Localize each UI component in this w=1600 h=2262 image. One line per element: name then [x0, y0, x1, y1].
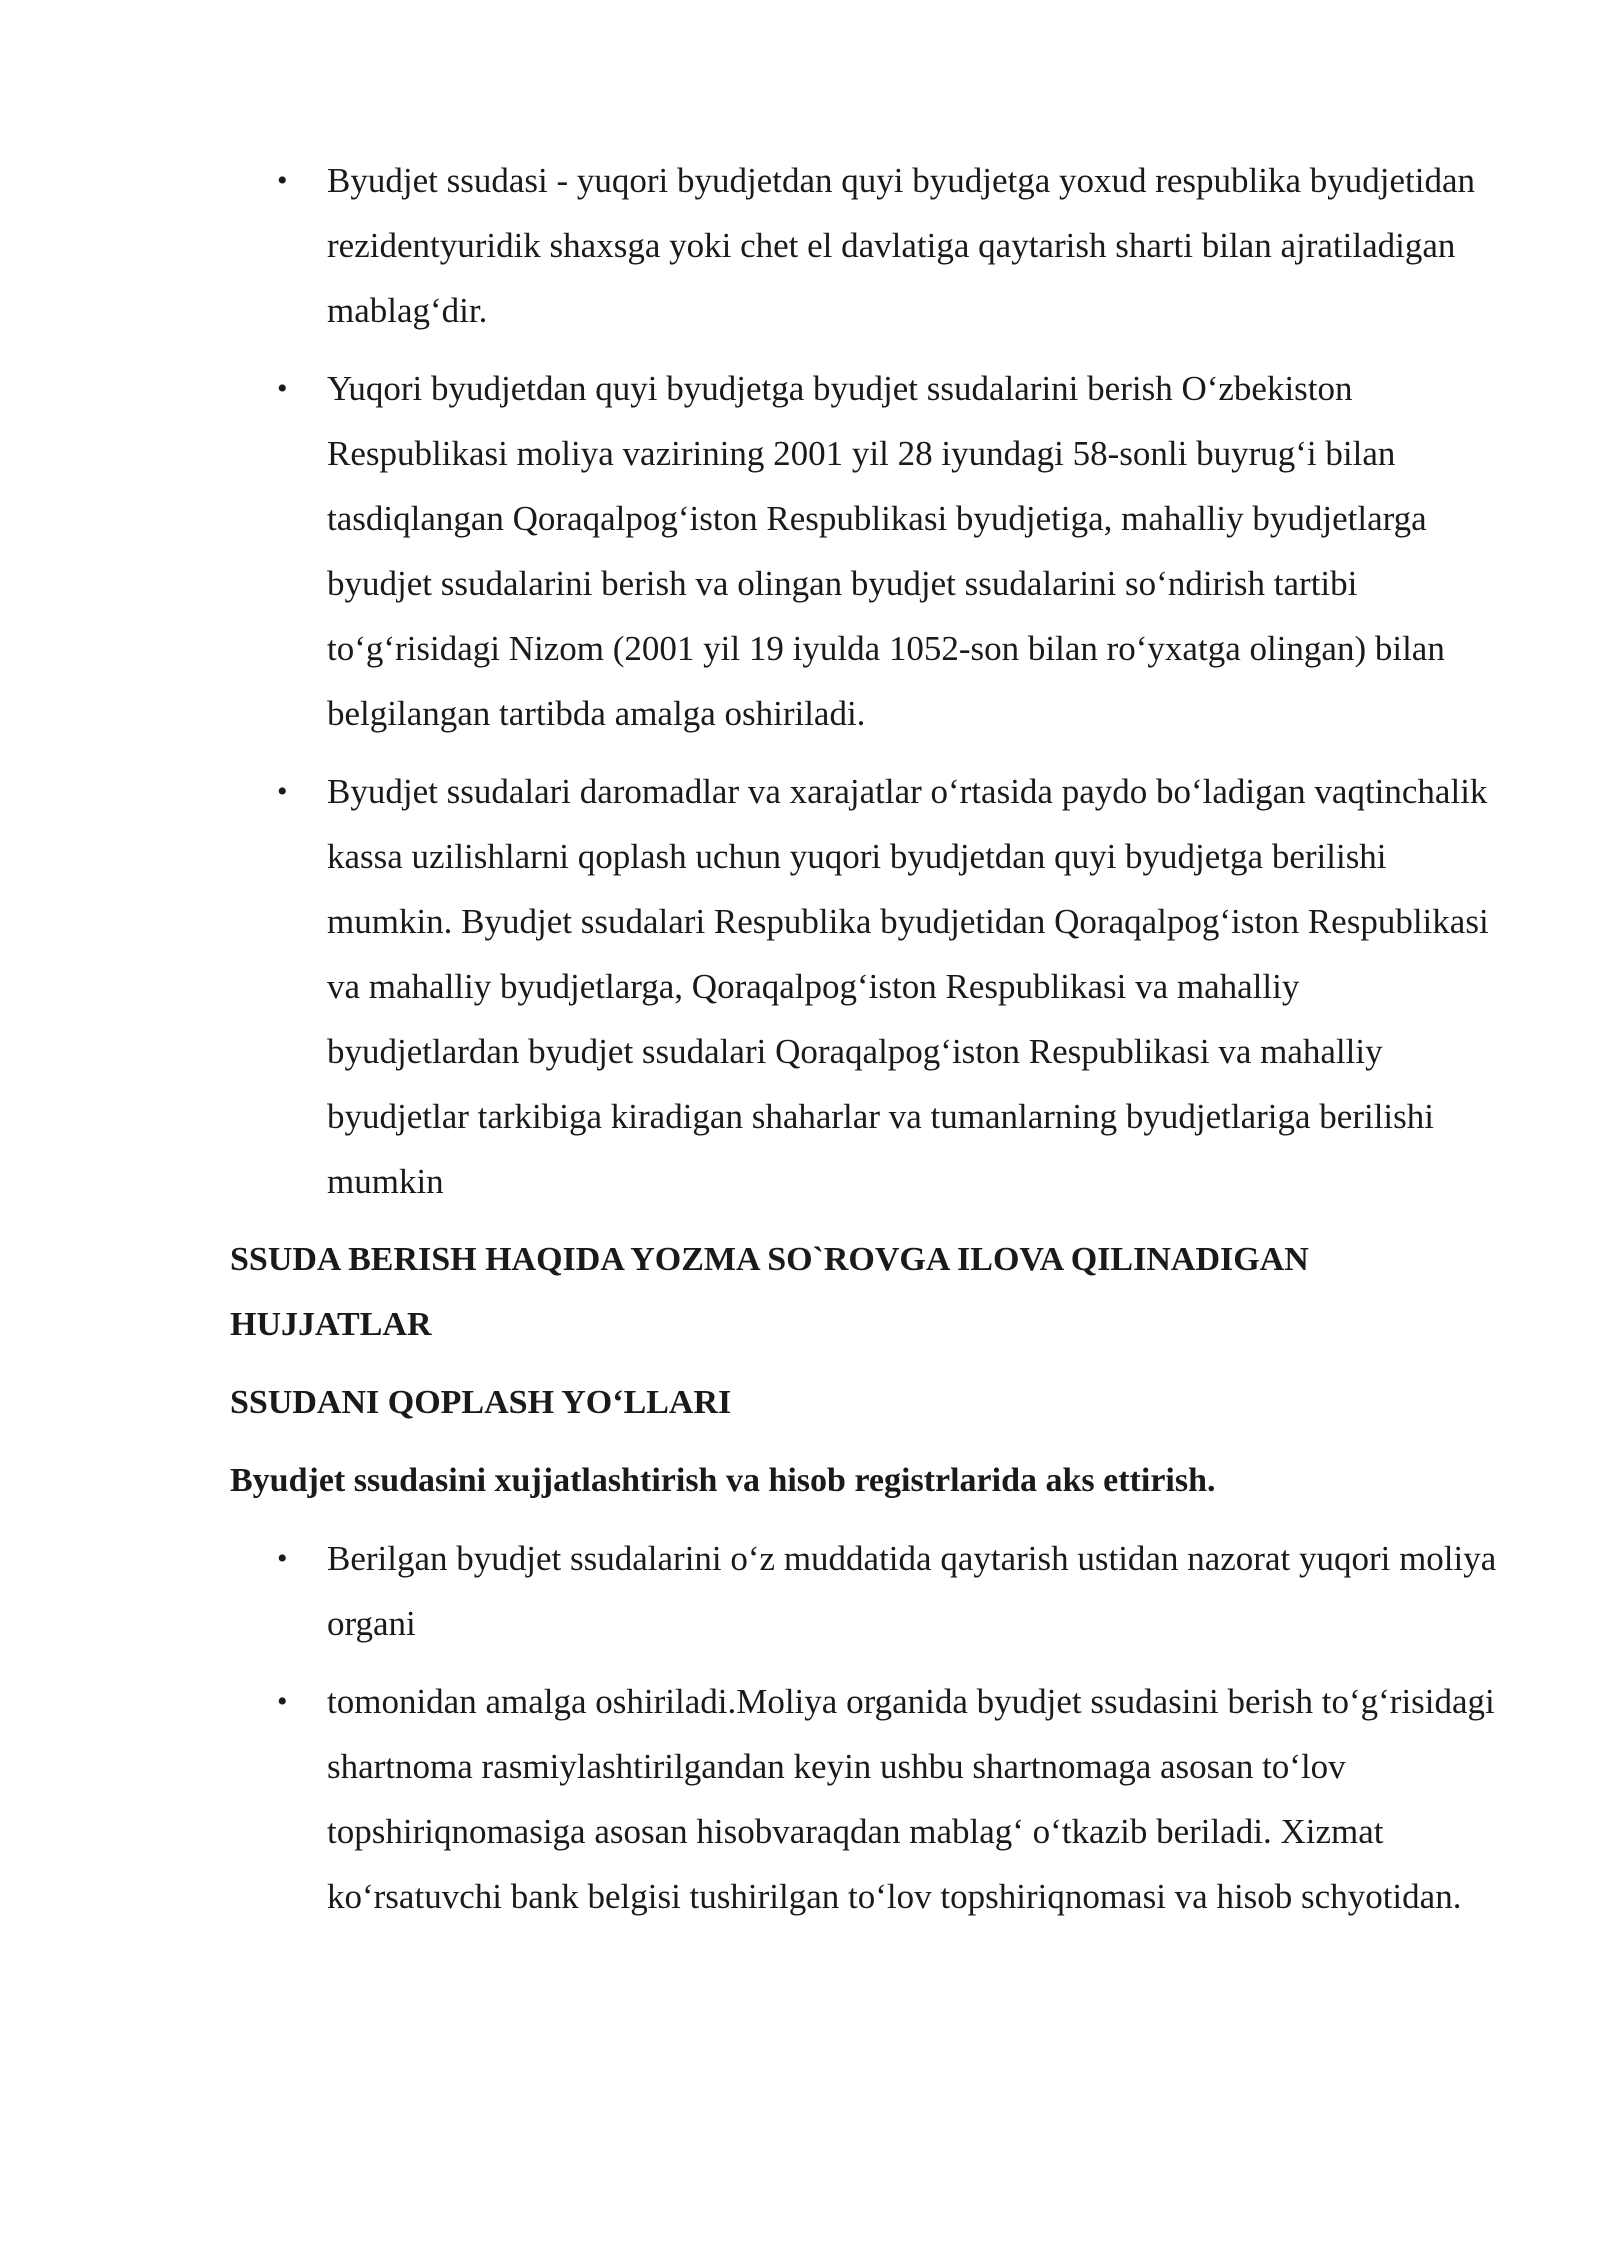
bullet-list-1: [230, 148, 1500, 1214]
list-item-text: Byudjet ssudasi - yuqori byudjetdan quyi byudjetga yoxud respublika byudjetidan rezidentyuridik shaxsga yoki chet el davlatiga qaytarish sharti bilan ajratiladigan mablag‘dir.: [327, 161, 1476, 330]
bullet-icon: •: [277, 775, 288, 808]
list-item: [230, 148, 1500, 343]
list-item-text: tomonidan amalga oshiriladi.Moliya organida byudjet ssudasini berish to‘g‘risidagi shartnoma rasmiylashtirilgandan keyin ushbu shartnomaga asosan to‘lov topshiriqnomasiga asosan hisobvaraqdan mablag‘ o‘tkazib beriladi. Xizmat ko‘rsatuvchi bank belgisi tushirilgan to‘lov topshiriqnomasi va hisob schyotidan.: [327, 1682, 1495, 1916]
list-item: [230, 1526, 1500, 1656]
bullet-icon: •: [277, 164, 288, 197]
bullet-icon: •: [277, 372, 288, 405]
list-item: [230, 356, 1500, 746]
list-item-text: Berilgan byudjet ssudalarini o‘z muddatida qaytarish ustidan nazorat yuqori moliya organi: [327, 1539, 1497, 1643]
section-heading-documents: SSUDA BERISH HAQIDA YOZMA SO`ROVGA ILOVA QILINADIGAN HUJJATLAR: [230, 1241, 1309, 1343]
bullet-icon: •: [277, 1685, 288, 1718]
list-item-text: Byudjet ssudalari daromadlar va xarajatlar o‘rtasida paydo bo‘ladigan vaqtinchalik kassa uzilishlarni qoplash uchun yuqori byudjetdan quyi byudjetga berilishi mumkin. Byudjet ssudalari Respublika byudjetidan Qoraqalpog‘iston Respublikasi va mahalliy byudjetlarga, Qoraqalpog‘iston Respublikasi va mahalliy byudjetlardan byudjet ssudalari Qoraqalpog‘iston Respublikasi va mahalliy byudjetlar tarkibiga kiradigan shaharlar va tumanlarning byudjetlariga berilishi mumkin: [327, 772, 1489, 1201]
list-item: [230, 759, 1500, 1214]
section-heading-repayment: SSUDANI QOPLASH YO‘LLARI: [230, 1384, 732, 1421]
bullet-list-2: [230, 1526, 1500, 1929]
list-item-text: Yuqori byudjetdan quyi byudjetga byudjet ssudalarini berish O‘zbekiston Respublikasi moliya vazirining 2001 yil 28 iyundagi 58-sonli buyrug‘i bilan tasdiqlangan Qoraqalpog‘iston Respublikasi byudjetiga, mahalliy byudjetlarga byudjet ssudalarini berish va olingan byudjet ssudalarini so‘ndirish tartibi to‘g‘risidagi Nizom (2001 yil 19 iyulda 1052-son bilan ro‘yxatga olingan) bilan belgilangan tartibda amalga oshiriladi.: [327, 369, 1445, 733]
bullet-icon: •: [277, 1542, 288, 1575]
section-heading-accounting: Byudjet ssudasini xujjatlashtirish va hisob registrlarida aks ettirish.: [230, 1462, 1216, 1499]
list-item: [230, 1669, 1500, 1929]
document-body: [230, 148, 1500, 1942]
